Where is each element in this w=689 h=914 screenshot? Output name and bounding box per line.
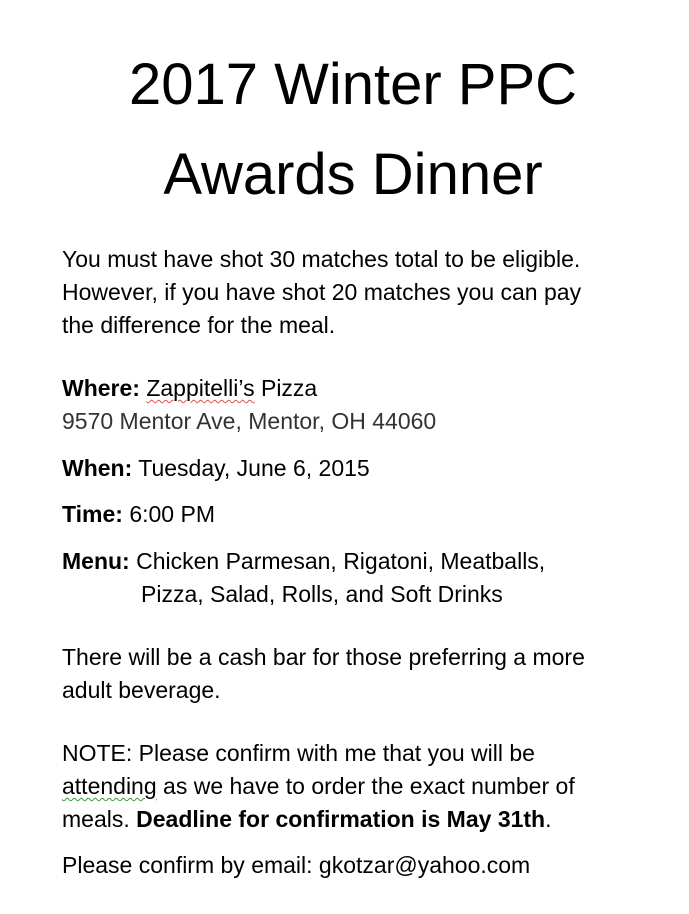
- where-label: Where:: [62, 375, 140, 401]
- note-line-2: [62, 770, 662, 803]
- note-line-3-start: meals.: [62, 806, 137, 832]
- where-section: [62, 372, 662, 438]
- eligibility-line-1: You must have shot 30 matches total to be eligible.: [62, 246, 581, 272]
- eligibility-line-3: the difference for the meal.: [62, 312, 336, 338]
- menu-line-1: [62, 545, 662, 578]
- venue-name-rest: Pizza: [260, 375, 318, 401]
- cash-bar-paragraph: [62, 641, 662, 707]
- title-line-1: 2017 Winter PPC: [128, 52, 578, 117]
- cash-bar-line-1: There will be a cash bar for those preferring a more: [62, 644, 585, 670]
- note-line-2-rest: as we have to order the exact number of: [156, 773, 575, 799]
- where-line: [62, 372, 662, 405]
- deadline-text: Deadline for confirmation is May 31th: [136, 806, 546, 832]
- note-paragraph: [62, 737, 662, 836]
- menu-items-2: Pizza, Salad, Rolls, and Soft Drinks: [141, 581, 503, 607]
- when-value: Tuesday, June 6, 2015: [138, 455, 370, 481]
- cash-bar-line-2: adult beverage.: [62, 677, 221, 703]
- time-label: Time:: [62, 501, 123, 527]
- eligibility-paragraph: [62, 243, 662, 342]
- document-body: [62, 243, 662, 882]
- venue-address: 9570 Mentor Ave, Mentor, OH 44060: [62, 408, 437, 434]
- menu-section: [62, 545, 662, 611]
- note-line-3-end: .: [545, 806, 552, 832]
- time-line: [62, 498, 662, 531]
- when-label: When:: [62, 455, 133, 481]
- when-line: [62, 452, 662, 485]
- note-line-3: [62, 803, 662, 836]
- confirm-line: Please confirm by email: gkotzar@yahoo.com: [62, 852, 531, 878]
- page-title: [0, 40, 689, 220]
- menu-label: Menu:: [62, 548, 130, 574]
- title-line-2: Awards Dinner: [163, 142, 543, 207]
- note-line-1: NOTE: Please confirm with me that you will be: [62, 740, 535, 766]
- venue-name: Zappitelli’s: [146, 375, 255, 401]
- eligibility-line-2: However, if you have shot 20 matches you can pay: [62, 279, 582, 305]
- menu-items-1: Chicken Parmesan, Rigatoni, Meatballs,: [136, 548, 546, 574]
- time-value: 6:00 PM: [129, 501, 215, 527]
- note-attending-word: attending: [62, 773, 157, 799]
